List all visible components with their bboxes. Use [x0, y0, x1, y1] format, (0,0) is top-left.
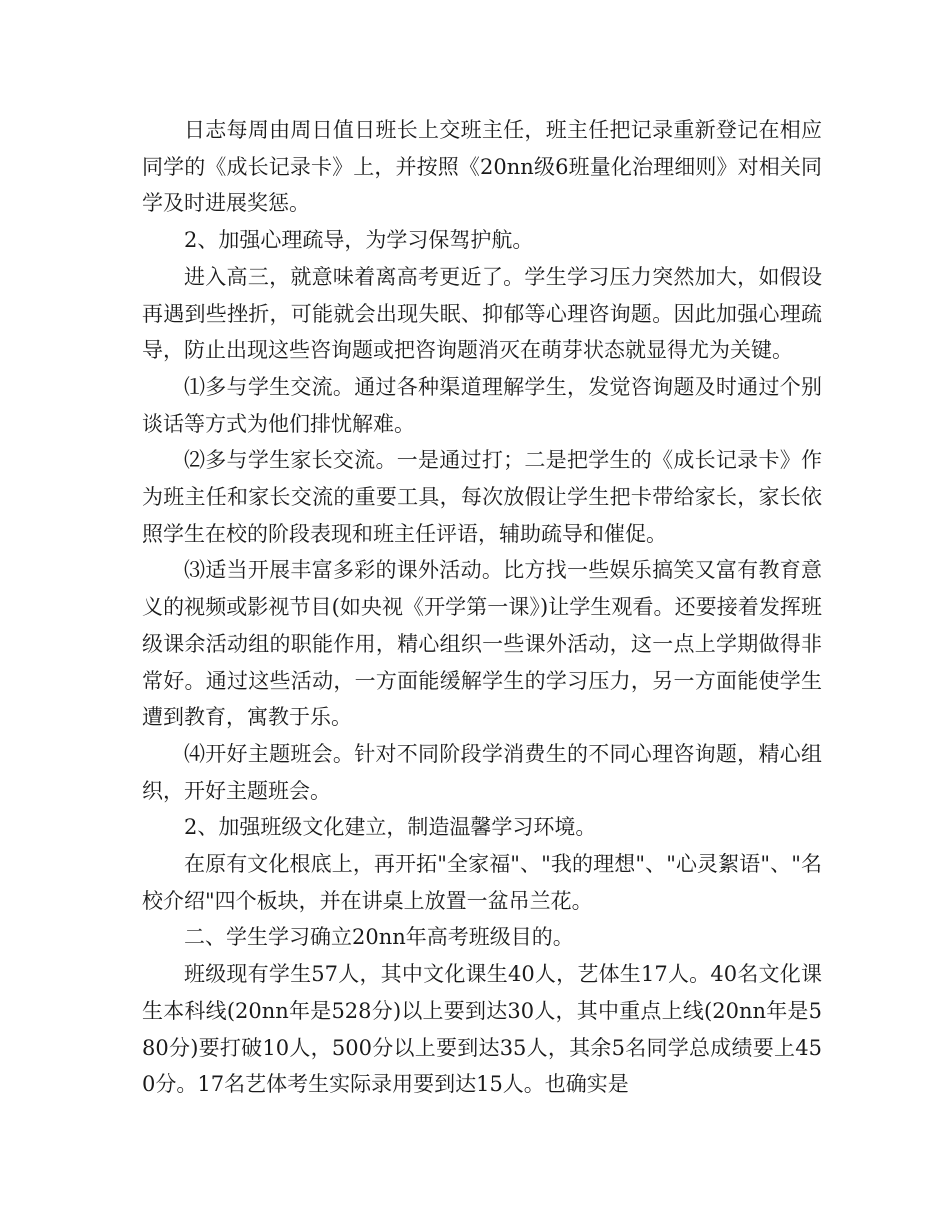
list-item-communicate-parents: ⑵多与学生家长交流。一是通过打；二是把学生的《成长记录卡》作为班主任和家长交流的重要工具，每次放假让学生把卡带给家长，家长依照学生在校的阶段表现和班主任评语，辅助疏导和催促。 [142, 448, 822, 546]
paragraph-senior-pressure: 进入高三，就意味着离高考更近了。学生学习压力突然加大，如假设再遇到些挫折，可能就会出现失眠、抑郁等心理咨询题。因此加强心理疏导，防止出现这些咨询题或把咨询题消灭在萌芽状态就显得尤为关键。 [142, 264, 822, 363]
heading-class-culture: 2、加强班级文化建立，制造温馨学习环境。 [184, 815, 597, 840]
heading-psych-guidance: 2、加强心理疏导，为学习保驾护航。 [184, 228, 534, 253]
heading-exam-goals: 二、学生学习确立20nn年高考班级目的。 [184, 925, 574, 950]
list-item-communicate-students: ⑴多与学生交流。通过各种渠道理解学生，发觉咨询题及时通过个别谈话等方式为他们排忧解难。 [142, 374, 822, 436]
paragraph-exam-targets: 班级现有学生57人，其中文化课生40人，艺体生17人。40名文化课生本科线(20nn年是528分)以上要到达30人，其中重点上线(20nn年是580分)要打破10人，500分以上要到达35人，其余5名同学总成绩要上450分。17名艺体考生实际录用要到达15人。也确实是 [142, 962, 822, 1097]
paragraph-log-reward: 日志每周由周日值日班长上交班主任，班主任把记录重新登记在相应同学的《成长记录卡》上，并按照《20nn级6班量化治理细则》对相关同学及时进展奖惩。 [142, 118, 822, 216]
paragraph-culture-boards: 在原有文化根底上，再开拓"全家福"、"我的理想"、"心灵絮语"、"名校介绍"四个板块，并在讲桌上放置一盆吊兰花。 [142, 852, 822, 913]
list-item-class-meeting: ⑷开好主题班会。针对不同阶段学消费生的不同心理咨询题，精心组织，开好主题班会。 [142, 741, 822, 803]
document-page [142, 112, 822, 1103]
list-item-activities: ⑶适当开展丰富多彩的课外活动。比方找一些娱乐搞笑又富有教育意义的视频或影视节目(如央视《开学第一课》)让学生观看。还要接着发挥班级课余活动组的职能作用，精心组织一些课外活动，这一点上学期做得非常好。通过这些活动，一方面能缓解学生的学习压力，另一方面能使学生遭到教育，寓教于乐。 [142, 558, 822, 730]
